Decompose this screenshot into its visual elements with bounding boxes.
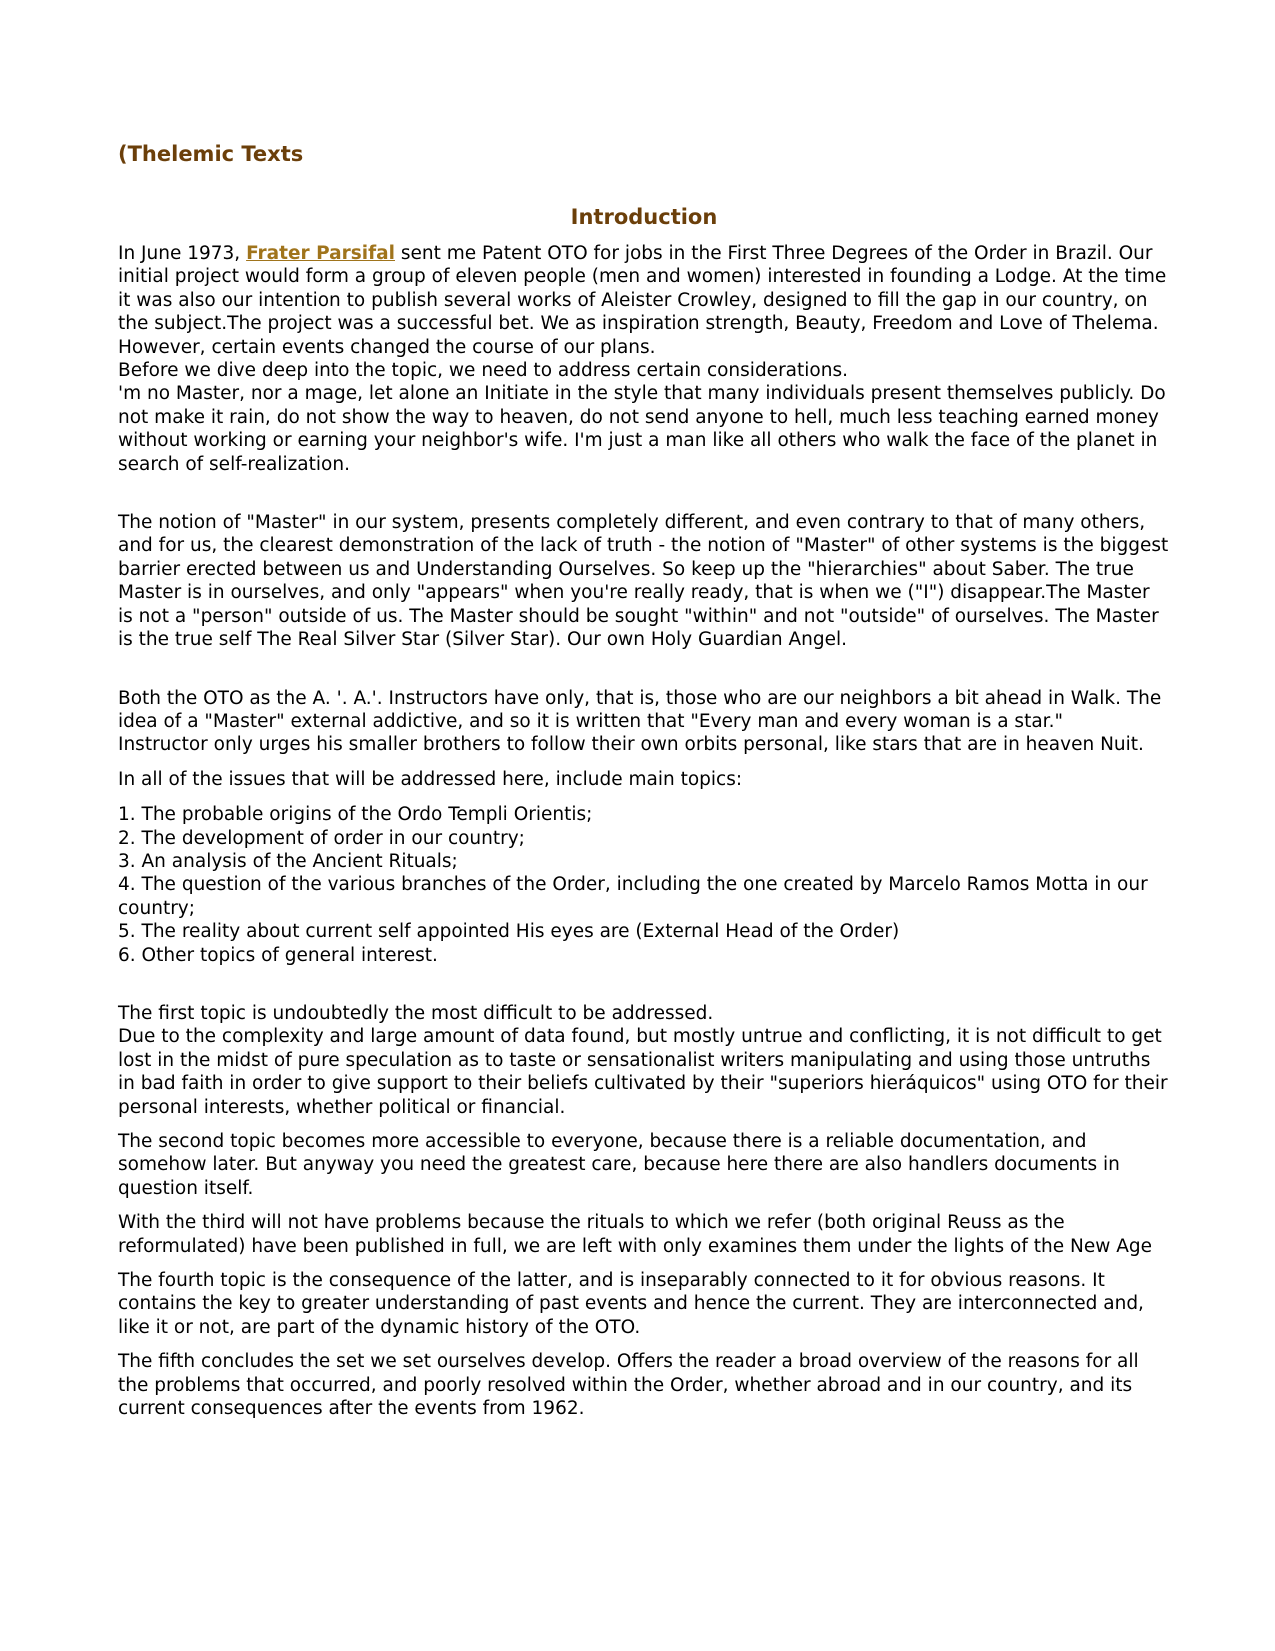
paragraph-10: The second topic becomes more accessible to everyone, because there is a reliable documentation, and somehow later. But anyway you need the greatest care, because here there are also handlers documents in question itself.: [118, 1131, 1120, 1199]
paragraph-3: 'm no Master, nor a mage, let alone an Initiate in the style that many individuals present themselves publicly. Do not make it rain, do not show the way to heaven, do not send anyone to hell, much less teaching earned money without working or earning your neighbor's wife. I'm just a man like all others who walk the face of the planet in search of self-realization.: [118, 383, 1166, 475]
paragraph-12: The fourth topic is the consequence of the latter, and is inseparably connected to it for obvious reasons. It contains the key to greater understanding of past events and hence the current. They are interconnected and, like it or not, are part of the dynamic history of the OTO.: [118, 1270, 1144, 1338]
paragraph-13: The fifth concludes the set we set ourselves develop. Offers the reader a broad overview of the reasons for all the problems that occurred, and poorly resolved within the Order, whether abroad and in our country, and its current consequences after the events from 1962.: [118, 1351, 1139, 1420]
introduction-heading: Introduction: [570, 205, 718, 229]
paragraph-9: Due to the complexity and large amount of data found, but mostly untrue and conflicting, it is not difficult to get lost in the midst of pure speculation as to taste or sensationalist writers manipulating and using those untruths in bad faith in order to give support to their beliefs cultivated by their "superiors hieráquicos" using OTO for their personal interests, whether political or financial.: [118, 1026, 1168, 1118]
page-title: (Thelemic Texts: [118, 142, 304, 166]
list-item: 6. Other topics of general interest.: [118, 944, 438, 966]
frater-parsifal-link[interactable]: Frater Parsifal: [246, 243, 395, 264]
topics-list: [118, 803, 1170, 967]
list-item: 4. The question of the various branches of the Order, including the one created by Marcelo Ramos Motta in our country;: [118, 874, 1148, 919]
document-body: [118, 242, 1170, 1420]
list-item: 1. The probable origins of the Ordo Templi Orientis;: [118, 804, 593, 826]
paragraph-2: Before we dive deep into the topic, we need to address certain considerations.: [118, 360, 848, 382]
list-item: 3. An analysis of the Ancient Rituals;: [118, 850, 458, 872]
paragraph-5: Both the OTO as the A. '. A.'. Instructors have only, that is, those who are our neighbors a bit ahead in Walk. The idea of a "Master" external addictive, and so it is written that "Every man and every woman is a star.": [118, 687, 1162, 732]
paragraph-7: In all of the issues that will be addressed here, include main topics:: [118, 768, 743, 790]
paragraph-4: The notion of "Master" in our system, presents completely different, and even contrary to that of many others, and for us, the clearest demonstration of the lack of truth - the notion of "Master" of other systems is the biggest barrier erected between us and Understanding Ourselves. So keep up the "hierarchies" about Saber. The true Master is in ourselves, and only "appears" when you're really ready, that is when we ("I") disappear.The Master is not a "person" outside of us. The Master should be sought "within" and not "outside" of ourselves. The Master is the true self The Real Silver Star (Silver Star). Our own Holy Guardian Angel.: [118, 512, 1169, 651]
paragraph-8: The first topic is undoubtedly the most difficult to be addressed.: [118, 1002, 714, 1024]
paragraph-1-start: In June 1973,: [118, 243, 247, 264]
paragraph-11: With the third will not have problems because the rituals to which we refer (both original Reuss as the reformulated) have been published in full, we are left with only examines them under the lights of the New Age: [118, 1212, 1153, 1257]
list-item: 5. The reality about current self appointed His eyes are (External Head of the Order): [118, 921, 900, 943]
paragraph-6: Instructor only urges his smaller brothers to follow their own orbits personal, like stars that are in heaven Nuit.: [118, 734, 1144, 756]
paragraph-1-rest: sent me Patent OTO for jobs in the First Three Degrees of the Order in Brazil. Our initial project would form a group of eleven people (men and women) interested in founding a Lodge. At the time it was also our intention to publish several works of Aleister Crowley, designed to fill the gap in our country, on the subject.The project was a successful bet. We as inspiration strength, Beauty, Freedom and Love of Thelema. However, certain events changed the course of our plans.: [118, 243, 1167, 358]
paragraph-1: [118, 242, 1170, 359]
list-item: 2. The development of order in our country;: [118, 827, 525, 849]
